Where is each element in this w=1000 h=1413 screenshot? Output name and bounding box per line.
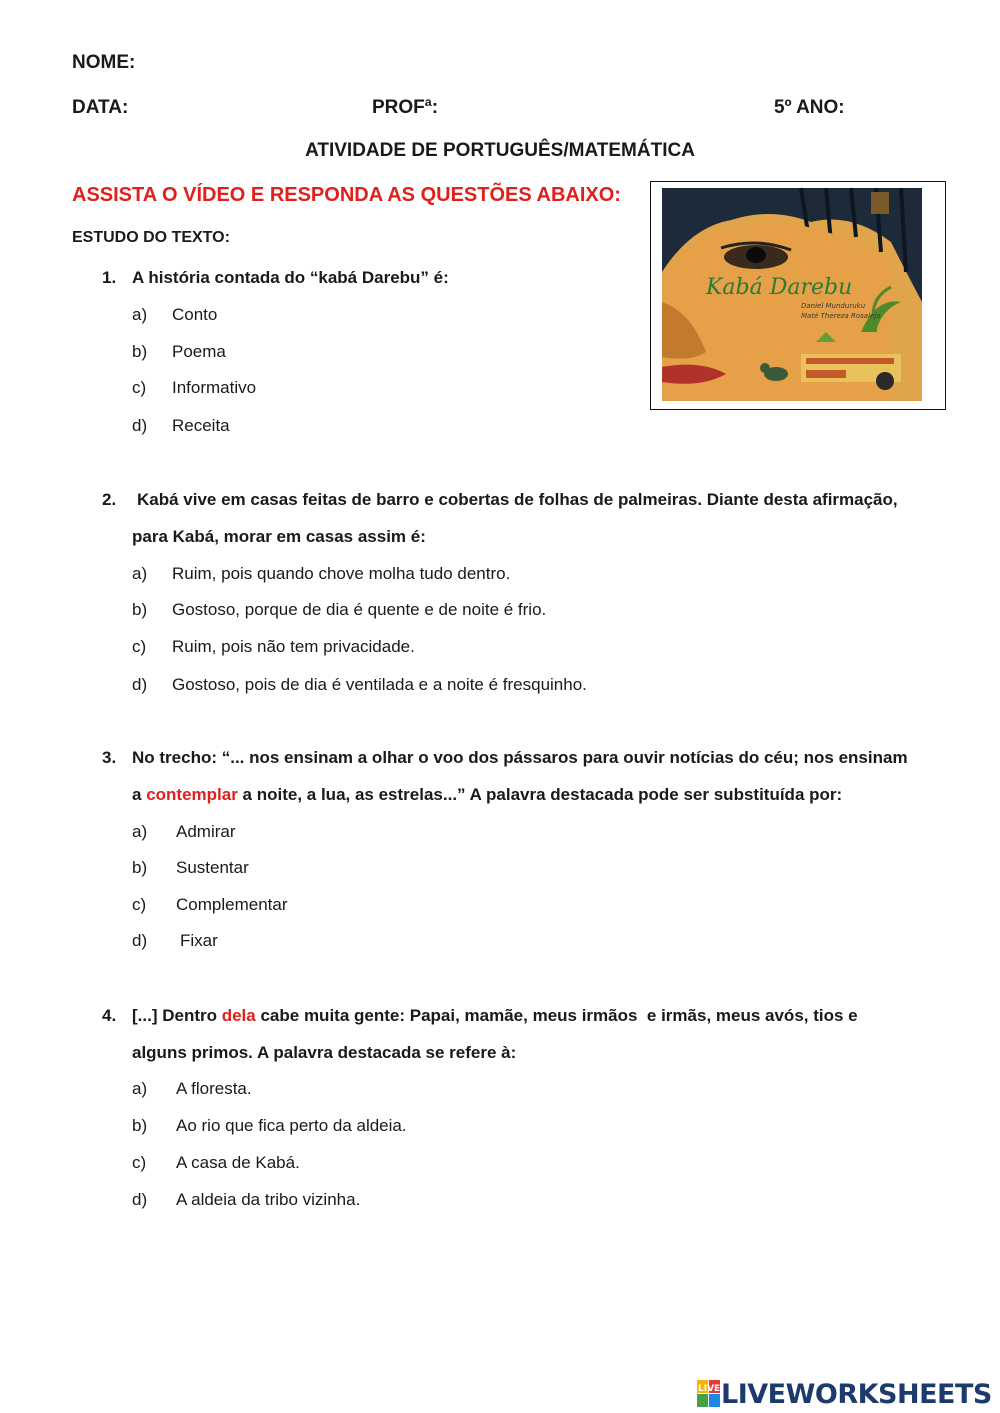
q2-option-d-text[interactable]: Gostoso, pois de dia é ventilada e a noite é fresquinho. <box>172 675 587 694</box>
q1-option-a-text[interactable]: Conto <box>172 305 218 324</box>
question-1-text: A história contada do “kabá Darebu” é: <box>132 268 449 287</box>
q3-option-b-text[interactable]: Sustentar <box>176 858 249 877</box>
q4-option-d-letter: d) <box>132 1190 148 1209</box>
question-2-text-line1: Kabá vive em casas feitas de barro e cobertas de folhas de palmeiras. Diante desta afirmação, <box>137 490 898 509</box>
question-4-text-line1 <box>132 1006 858 1026</box>
page-title: ATIVIDADE DE PORTUGUÊS/MATEMÁTICA <box>305 140 695 161</box>
q4-highlight-word: dela <box>221 1006 256 1025</box>
q3-option-c-text[interactable]: Complementar <box>176 895 288 914</box>
liveworksheets-brand: LIVEWORKSHEETS <box>721 1378 992 1410</box>
q2-option-c-text[interactable]: Ruim, pois não tem privacidade. <box>172 637 415 656</box>
q2-option-b-letter: b) <box>132 600 148 619</box>
q3-option-c-letter: c) <box>132 895 147 914</box>
date-label: DATA: <box>72 97 129 118</box>
name-label: NOME: <box>72 52 136 73</box>
q3-option-a-text[interactable]: Admirar <box>176 822 236 841</box>
book-cover-title: Kabá Darebu <box>706 275 853 300</box>
q3-option-d-text[interactable]: Fixar <box>180 931 218 950</box>
q4-line1-pre: [...] Dentro <box>132 1006 222 1025</box>
question-3-text-line1: No trecho: “... nos ensinam a olhar o voo dos pássaros para ouvir notícias do céu; nos ensinam <box>132 748 908 767</box>
question-3-text-line2 <box>132 785 842 805</box>
liveworksheets-badge-icon <box>697 1380 721 1408</box>
book-cover-frame <box>650 181 946 410</box>
q3-option-b-letter: b) <box>132 858 148 877</box>
q2-option-a-text[interactable]: Ruim, pois quando chove molha tudo dentro. <box>172 564 511 583</box>
q1-option-c-text[interactable]: Informativo <box>172 378 257 397</box>
section-heading: ESTUDO DO TEXTO: <box>72 229 230 246</box>
question-4-number: 4. <box>102 1006 117 1025</box>
question-4-text-line2: alguns primos. A palavra destacada se refere à: <box>132 1043 517 1062</box>
book-cover-author: Daniel Munduruku <box>801 302 866 310</box>
grade-label: 5º ANO: <box>774 97 845 118</box>
q4-option-d-text[interactable]: A aldeia da tribo vizinha. <box>176 1190 361 1209</box>
badge-text: LIVE <box>698 1384 721 1394</box>
q2-option-b-text[interactable]: Gostoso, porque de dia é quente e de noite é frio. <box>172 600 547 619</box>
q2-option-d-letter: d) <box>132 675 148 694</box>
q1-option-a-letter: a) <box>132 305 148 324</box>
q4-option-b-letter: b) <box>132 1116 148 1135</box>
question-2-text-line2: para Kabá, morar em casas assim é: <box>132 527 426 546</box>
q1-option-d-letter: d) <box>132 416 148 435</box>
question-3-number: 3. <box>102 748 117 767</box>
question-1-number: 1. <box>102 268 117 287</box>
q4-option-b-text[interactable]: Ao rio que fica perto da aldeia. <box>176 1116 407 1135</box>
q4-option-a-letter: a) <box>132 1079 148 1098</box>
teacher-label: PROFª: <box>372 97 439 118</box>
q1-option-d-text[interactable]: Receita <box>172 416 230 435</box>
q4-option-c-text[interactable]: A casa de Kabá. <box>176 1153 300 1172</box>
q1-option-b-letter: b) <box>132 342 148 361</box>
instruction-heading: ASSISTA O VÍDEO E RESPONDA AS QUESTÕES ABAIXO: <box>72 184 621 206</box>
q2-option-c-letter: c) <box>132 637 147 656</box>
book-cover-illustrator: Maté Thereza Rosalejo <box>801 312 881 320</box>
q1-option-c-letter: c) <box>132 378 147 397</box>
question-2-number: 2. <box>102 490 117 509</box>
q3-option-d-letter: d) <box>132 931 148 950</box>
q4-option-c-letter: c) <box>132 1153 147 1172</box>
q2-option-a-letter: a) <box>132 564 148 583</box>
q3-option-a-letter: a) <box>132 822 148 841</box>
q4-option-a-text[interactable]: A floresta. <box>176 1079 252 1098</box>
q3-highlight-word: contemplar <box>146 785 238 804</box>
liveworksheets-logo <box>697 1378 992 1410</box>
q1-option-b-text[interactable]: Poema <box>172 342 226 361</box>
q3-line2-post: a noite, a lua, as estrelas...” A palavra destacada pode ser substituída por: <box>237 785 843 804</box>
q3-line2-pre: a <box>132 785 147 804</box>
q4-line1-post: cabe muita gente: Papai, mamãe, meus irmãos e irmãs, meus avós, tios e <box>255 1006 858 1025</box>
book-cover-illustration <box>651 182 944 408</box>
